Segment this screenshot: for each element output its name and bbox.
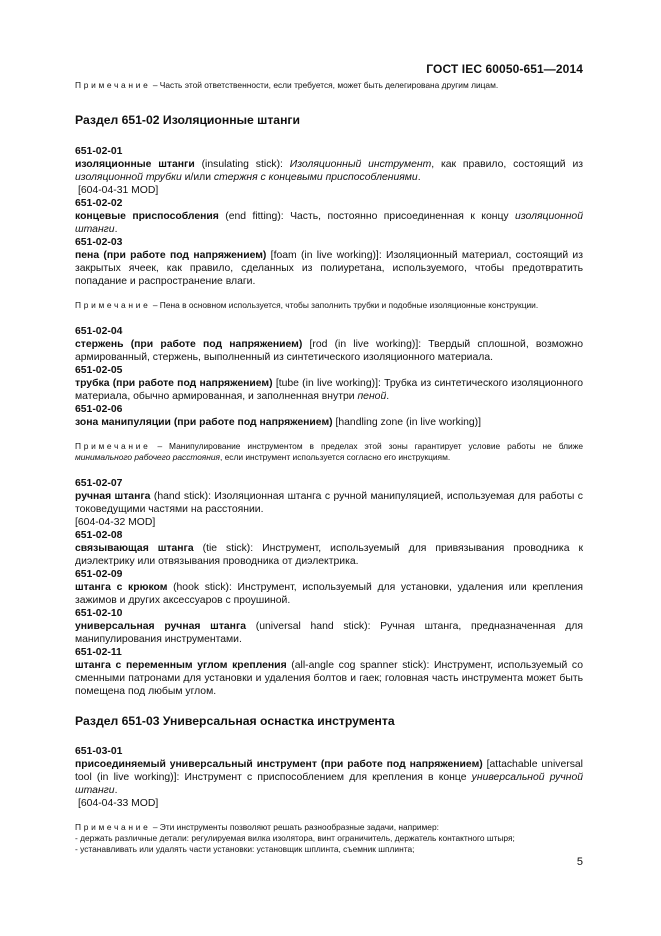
definition-text: .: [114, 785, 118, 796]
term: связывающая штанга: [75, 543, 194, 554]
term-definition: [75, 542, 583, 568]
term-definition: [75, 581, 583, 607]
section-title: Раздел 651-03 Универсальная оснастка инструмента: [75, 714, 395, 728]
definition-text: .: [417, 172, 421, 183]
term-code: 651-02-04: [75, 326, 123, 337]
page-number: 5: [576, 856, 583, 868]
definition-text: (tie stick): Инструмент, используемый для привязывания проводника к диэлектрику или отвязывания проводника от диэлектрика.: [75, 543, 583, 567]
term: трубка (при работе под напряжением): [75, 378, 273, 389]
note-text: – Часть этой ответственности, если требуется, может быть делегирована другим лицам.: [152, 80, 499, 90]
term: стержень (при работе под напряжением): [75, 339, 303, 350]
term: концевые приспособления: [75, 211, 219, 222]
term-code: 651-02-05: [75, 365, 123, 376]
term-definition: [75, 490, 583, 516]
definition-text: (hook stick): Инструмент, используемый для установки, удаления или крепления зажимов и других аксессуаров с проушиной.: [75, 582, 583, 606]
definition-text: , как правило, состоящий из: [431, 159, 584, 170]
definition-emph: Изоляционный инструмент: [289, 159, 432, 170]
page-content: [75, 80, 583, 855]
term-code: 651-02-03: [75, 237, 123, 248]
term: штанга с переменным углом крепления: [75, 660, 287, 671]
definition-emph: стержня с концевыми приспособлениями: [213, 172, 418, 183]
note-label: Примечание: [75, 300, 151, 310]
definition-emph: изоляционной трубки: [75, 172, 182, 183]
definition-text: [foam (in live working)]: Изоляционный материал, состоящий из закрытых ячеек, как правило, сделанных из полиуретана, используемого, чтобы предотвратить попадание и распространение влаги.: [75, 250, 583, 287]
note-label: Примечание: [75, 822, 151, 832]
note-list-item: - держать различные детали: регулируемая вилка изолятора, винт ограничитель, держатель контактного штыря;: [75, 833, 515, 843]
term-definition: [75, 659, 583, 698]
document-header: ГОСТ IEC 60050-651—2014: [426, 62, 583, 76]
term: зона манипуляции (при работе под напряжением): [75, 417, 333, 428]
term-definition: [75, 758, 583, 797]
term-reference: [604-04-32 MOD]: [75, 517, 156, 528]
note: [75, 441, 583, 463]
note-list-item: - устанавливать или удалять части установки: установщик шплинта, съемник шплинта;: [75, 844, 415, 854]
term-code: 651-02-06: [75, 404, 123, 415]
term: штанга с крюком: [75, 582, 168, 593]
term-code: 651-03-01: [75, 746, 123, 757]
term-definition: [75, 158, 583, 184]
note-label: Примечание: [75, 441, 151, 451]
note-text: – Эти инструменты позволяют решать разнообразные задачи, например:: [152, 822, 439, 832]
term-code: 651-02-02: [75, 198, 123, 209]
note-text: – Пена в основном используется, чтобы заполнить трубки и подобные изоляционные конструкции.: [152, 300, 539, 310]
note: [75, 822, 583, 833]
note: [75, 300, 583, 311]
term: универсальная ручная штанга: [75, 621, 247, 632]
term-definition: [75, 416, 583, 429]
definition-emph: пеной: [357, 391, 387, 402]
definition-text: [rod (in live working)]: Твердый сплошной, возможно армированный, стержень, выполненный из синтетического изоляционного материала.: [75, 339, 583, 363]
definition-text: .: [114, 224, 118, 235]
definition-text: (insulating stick):: [194, 159, 290, 170]
term-reference: [604-04-31 MOD]: [78, 185, 159, 196]
term-definition: [75, 377, 583, 403]
definition-text: (hand stick): Изоляционная штанга с ручной манипуляцией, используемая для работы с токоведущими частями на расстоянии.: [75, 491, 584, 515]
note-text: , если инструмент используется согласно его инструкциям.: [219, 452, 451, 462]
definition-text: [handling zone (in live working)]: [332, 417, 482, 428]
note-emph: минимального рабочего расстояния: [75, 452, 220, 462]
section-title: Раздел 651-02 Изоляционные штанги: [75, 113, 300, 127]
term: присоединяемый универсальный инструмент (при работе под напряжением): [75, 759, 483, 770]
note: [75, 80, 583, 91]
term-code: 651-02-11: [75, 647, 122, 658]
definition-emph: изоляционной штанги: [75, 211, 583, 235]
note-text: – Манипулирование инструментом в пределах этой зоны гарантирует условие работы не ближе: [157, 441, 583, 451]
term-code: 651-02-10: [75, 608, 123, 619]
term-code: 651-02-07: [75, 478, 123, 489]
definition-text: (end fitting): Часть, постоянно присоединенная к концу: [218, 211, 516, 222]
term-code: 651-02-09: [75, 569, 123, 580]
term: ручная штанга: [75, 491, 151, 502]
definition-text: (universal hand stick): Ручная штанга, предназначенная для манипулирования инструментами.: [75, 621, 583, 645]
term: пена (при работе под напряжением): [75, 250, 267, 261]
term: изоляционные штанги: [75, 159, 195, 170]
term-definition: [75, 338, 583, 364]
term-reference: [604-04-33 MOD]: [78, 798, 159, 809]
term-code: 651-02-08: [75, 530, 123, 541]
term-definition: [75, 210, 583, 236]
definition-text: [attachable universal tool (in live working)]: Инструмент с приспособлением для крепления в конце: [75, 759, 583, 783]
note-label: Примечание: [75, 80, 151, 90]
definition-text: и/или: [181, 172, 214, 183]
term-definition: [75, 620, 583, 646]
term-definition: [75, 249, 583, 288]
term-code: 651-02-01: [75, 146, 123, 157]
definition-text: [tube (in live working)]: Трубка из синтетического изоляционного материала, обычно армированная, и заполненная внутри: [75, 378, 584, 402]
definition-emph: универсальной ручной штанги: [75, 772, 583, 796]
definition-text: (all-angle cog spanner stick): Инструмент, используемый со сменными патронами для установки и удаления болтов и гаек; головная часть инструмента может быть помещена под любым углом.: [75, 660, 583, 697]
definition-text: .: [386, 391, 390, 402]
